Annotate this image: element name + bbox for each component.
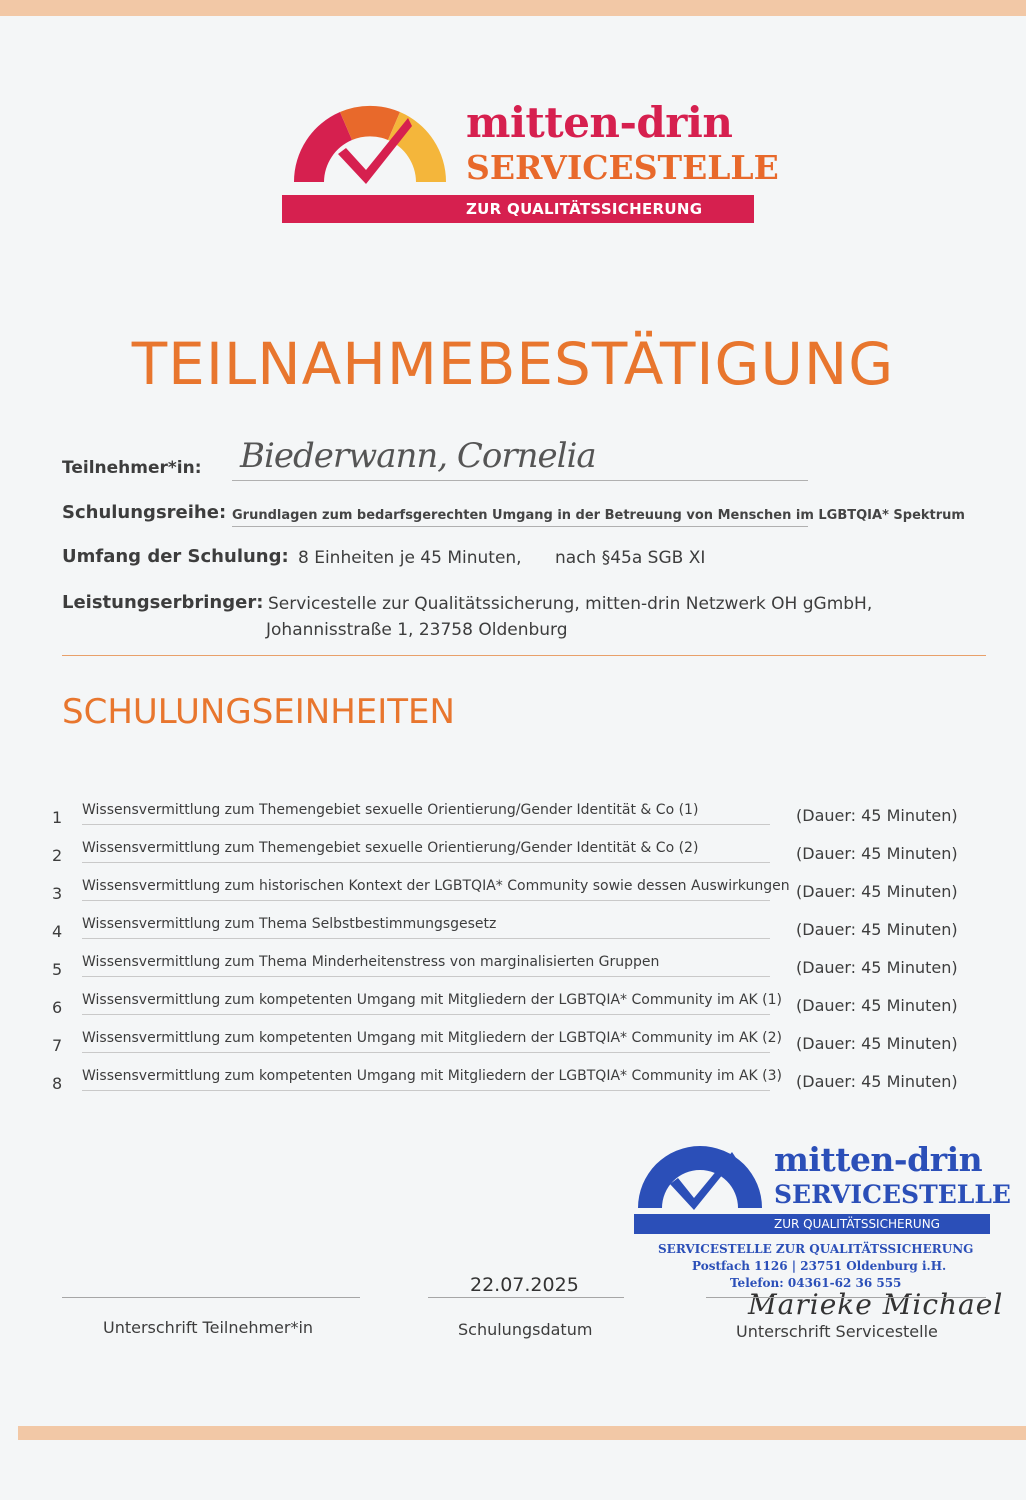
unit-row [0,1068,1026,1104]
unit-text: Wissensvermittlung zum historischen Kontext der LGBTQIA* Community sowie dessen Auswirkungen [82,878,790,894]
stamp-gauge-icon [632,1138,772,1214]
unit-row [0,802,1026,838]
provider-label: Leistungserbringer: [62,592,264,613]
participant-signature-line [62,1297,360,1298]
stamp-address-title: SERVICESTELLE ZUR QUALITÄTSSICHERUNG [658,1242,974,1256]
unit-underline [82,1014,770,1015]
page-title: TEILNAHMEBESTÄTIGUNG [131,330,895,398]
unit-row [0,878,1026,914]
unit-underline [82,976,770,977]
provider-line-1: Servicestelle zur Qualitätssicherung, mitten-drin Netzwerk OH gGmbH, [268,594,873,614]
unit-text: Wissensvermittlung zum kompetenten Umgang mit Mitgliedern der LGBTQIA* Community im AK (1) [82,992,782,1008]
participant-signature-label: Unterschrift Teilnehmer*in [103,1318,314,1337]
top-border [0,0,1026,16]
logo [280,96,779,226]
unit-text: Wissensvermittlung zum Thema Minderheitenstress von marginalisierten Gruppen [82,954,660,970]
series-label: Schulungsreihe: [62,502,227,523]
unit-duration: (Dauer: 45 Minuten) [796,958,958,977]
bottom-border [18,1426,1026,1440]
stamp-name: mitten-drin [774,1140,983,1179]
section-divider [62,655,986,656]
unit-number: 6 [52,998,63,1017]
unit-underline [82,824,770,825]
unit-row [0,840,1026,876]
unit-number: 4 [52,922,63,941]
unit-duration: (Dauer: 45 Minuten) [796,1034,958,1053]
stamp-tagline: ZUR QUALITÄTSSICHERUNG [774,1217,940,1231]
stamp-subtitle: SERVICESTELLE [774,1180,1011,1209]
logo-subtitle: SERVICESTELLE [466,148,779,187]
unit-number: 2 [52,846,63,865]
unit-row [0,1030,1026,1066]
participant-label: Teilnehmer*in: [62,458,202,478]
unit-number: 1 [52,808,63,827]
unit-number: 7 [52,1036,63,1055]
unit-duration: (Dauer: 45 Minuten) [796,882,958,901]
scope-law: nach §45a SGB XI [555,548,706,568]
unit-duration: (Dauer: 45 Minuten) [796,844,958,863]
unit-row [0,916,1026,952]
series-value: Grundlagen zum bedarfsgerechten Umgang in der Betreuung von Menschen im LGBTQIA* Spektrum [232,508,965,523]
unit-underline [82,938,770,939]
unit-text: Wissensvermittlung zum kompetenten Umgang mit Mitgliedern der LGBTQIA* Community im AK (3) [82,1068,782,1084]
service-signature: Marieke Michael [748,1288,1004,1321]
logo-name: mitten-drin [466,98,733,147]
service-signature-label: Unterschrift Servicestelle [736,1322,938,1341]
stamp-phone: Telefon: 04361-62 36 555 [730,1276,902,1290]
unit-text: Wissensvermittlung zum Thema Selbstbestimmungsgesetz [82,916,497,932]
service-stamp [632,1138,1011,1298]
unit-duration: (Dauer: 45 Minuten) [796,806,958,825]
service-signature-line [706,1297,986,1298]
provider-line-2: Johannisstraße 1, 23758 Oldenburg [266,620,568,640]
unit-underline [82,1090,770,1091]
unit-underline [82,900,770,901]
participant-underline [232,480,808,481]
section-title: SCHULUNGSEINHEITEN [62,692,455,732]
date-label: Schulungsdatum [458,1320,593,1339]
unit-text: Wissensvermittlung zum kompetenten Umgang mit Mitgliedern der LGBTQIA* Community im AK (2) [82,1030,782,1046]
unit-duration: (Dauer: 45 Minuten) [796,920,958,939]
training-date: 22.07.2025 [470,1274,579,1296]
unit-underline [82,1052,770,1053]
series-underline [232,526,808,527]
logo-tagline: ZUR QUALITÄTSSICHERUNG [466,200,703,218]
unit-duration: (Dauer: 45 Minuten) [796,1072,958,1091]
unit-text: Wissensvermittlung zum Themengebiet sexuelle Orientierung/Gender Identität & Co (2) [82,840,699,856]
unit-row [0,954,1026,990]
unit-number: 5 [52,960,63,979]
unit-number: 3 [52,884,63,903]
scope-label: Umfang der Schulung: [62,546,289,567]
stamp-address: Postfach 1126 | 23751 Oldenburg i.H. [692,1259,947,1273]
date-line [428,1297,624,1298]
unit-duration: (Dauer: 45 Minuten) [796,996,958,1015]
unit-underline [82,862,770,863]
scope-value: 8 Einheiten je 45 Minuten, [298,548,522,568]
participant-name: Biederwann, Cornelia [240,436,596,476]
unit-row [0,992,1026,1028]
unit-text: Wissensvermittlung zum Themengebiet sexuelle Orientierung/Gender Identität & Co (1) [82,802,699,818]
unit-number: 8 [52,1074,63,1093]
